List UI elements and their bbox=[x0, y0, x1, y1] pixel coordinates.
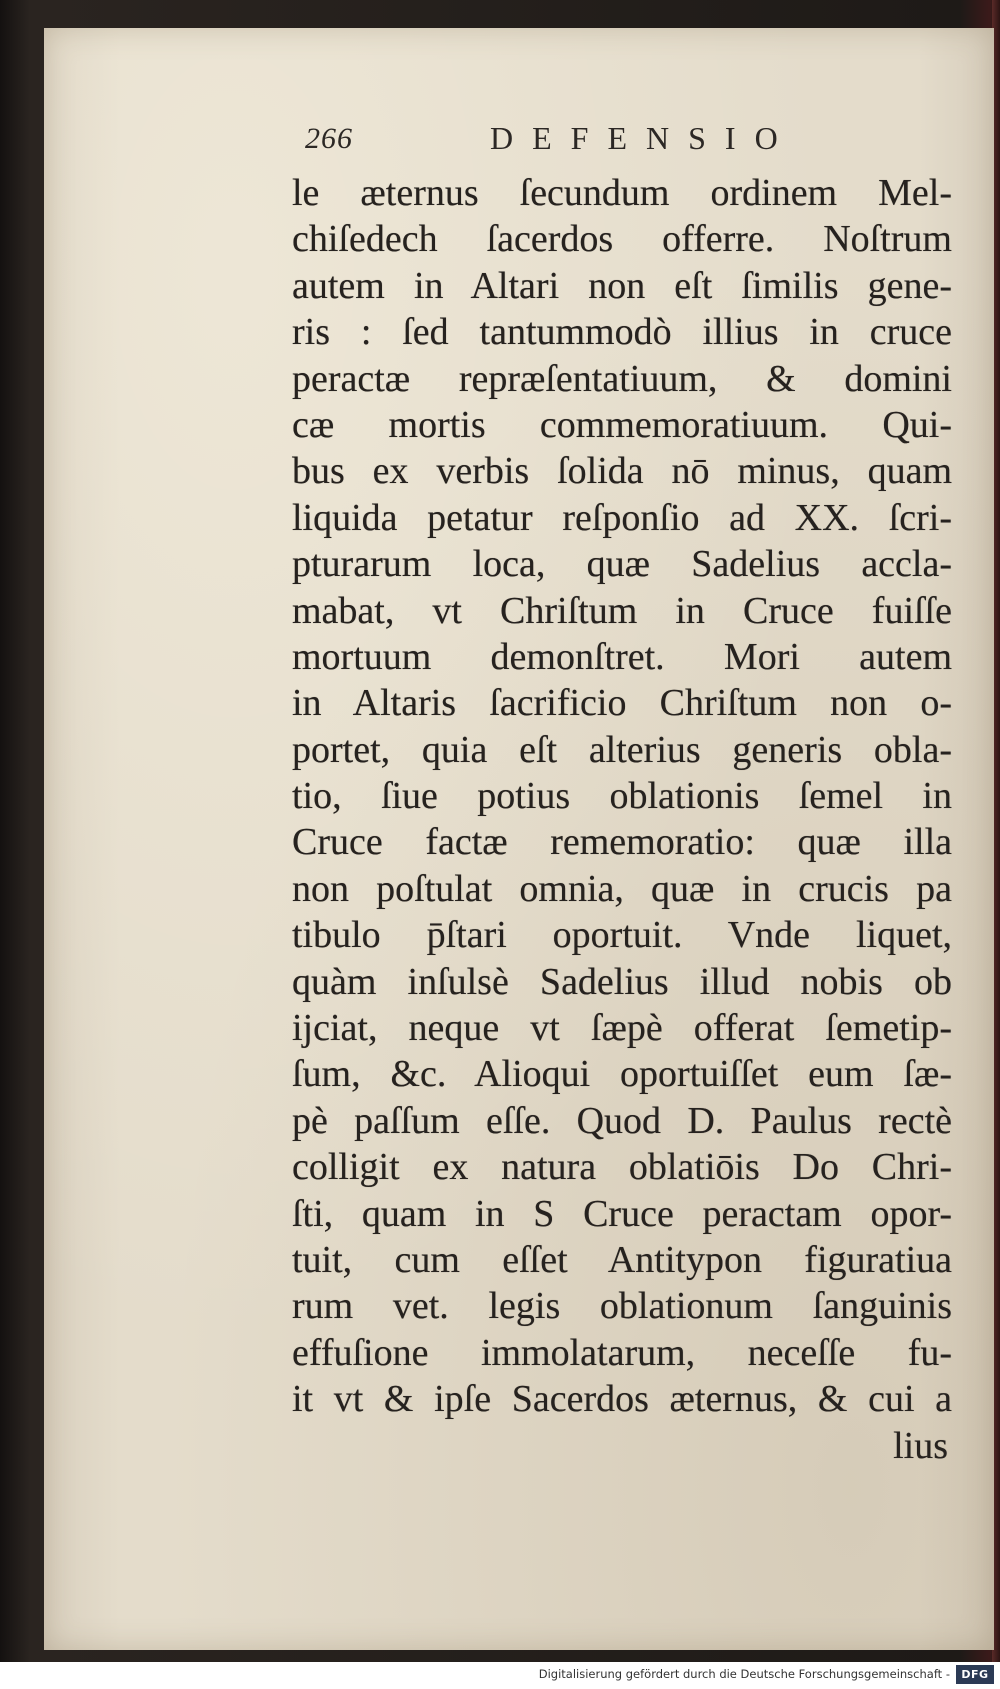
running-title: DEFENSIO bbox=[490, 120, 797, 156]
catchword: lius bbox=[893, 1424, 948, 1467]
text-line: chiſedech ſacerdos offerre. Noſtrum bbox=[292, 218, 952, 261]
text-line: tuit, cum eſſet Antitypon figuratiua bbox=[292, 1238, 952, 1281]
text-line: le æternus ſecundum ordinem Mel- bbox=[292, 172, 952, 214]
text-line: bus ex verbis ſolida nō minus, quam bbox=[292, 450, 952, 493]
text-line: tibulo p̄ſtari oportuit. Vnde liquet, bbox=[292, 914, 952, 957]
text-line: pturarum loca, quæ Sadelius accla- bbox=[292, 543, 952, 586]
text-line: ſum, &c. Alioqui oportuiſſet eum ſæ- bbox=[292, 1053, 952, 1096]
text-line: non poſtulat omnia, quæ in crucis pa bbox=[292, 867, 952, 910]
text-line: rum vet. legis oblationum ſanguinis bbox=[292, 1285, 952, 1328]
text-line: ijciat, neque vt ſæpè offerat ſemetip- bbox=[292, 1007, 952, 1050]
text-line: pè paſſum eſſe. Quod D. Paulus rectè bbox=[292, 1099, 952, 1142]
text-line: mortuum demonſtret. Mori autem bbox=[292, 635, 952, 678]
text-line: ris : ſed tantummodò illius in cruce bbox=[292, 311, 952, 354]
text-line: cæ mortis commemoratiuum. Qui- bbox=[292, 403, 952, 446]
running-head bbox=[305, 122, 905, 162]
text-line: liquida petatur reſponſio ad XX. ſcri- bbox=[292, 496, 952, 539]
text-line: mabat, vt Chriſtum in Cruce fuiſſe bbox=[292, 589, 952, 632]
funding-notice: Digitalisierung gefördert durch die Deutsche Forschungsgemeinschaft - bbox=[538, 1667, 950, 1681]
text-line: in Altaris ſacrificio Chriſtum non o- bbox=[292, 682, 952, 725]
page-number: 266 bbox=[305, 122, 353, 155]
body-text bbox=[292, 170, 952, 1469]
text-line: it vt & ipſe Sacerdos æternus, & cui a bbox=[292, 1378, 952, 1421]
text-line: tio, ſiue potius oblationis ſemel in bbox=[292, 775, 952, 818]
text-line: ſti, quam in S Cruce peractam opor- bbox=[292, 1192, 952, 1235]
text-line: Cruce factæ rememoratio: quæ illa bbox=[292, 821, 952, 864]
text-line: portet, quia eſt alterius generis obla- bbox=[292, 728, 952, 771]
text-line: effuſione immolatarum, neceſſe fu- bbox=[292, 1331, 952, 1374]
digitization-footer bbox=[0, 1662, 1000, 1689]
text-line: autem in Altari non eſt ſimilis gene- bbox=[292, 264, 952, 307]
text-line: colligit ex natura oblatiōis Do Chri- bbox=[292, 1146, 952, 1189]
text-line: quàm inſulsè Sadelius illud nobis ob bbox=[292, 960, 952, 1003]
dfg-logo: DFG bbox=[956, 1665, 994, 1684]
text-line: peractæ repræſentatiuum, & domini bbox=[292, 357, 952, 400]
